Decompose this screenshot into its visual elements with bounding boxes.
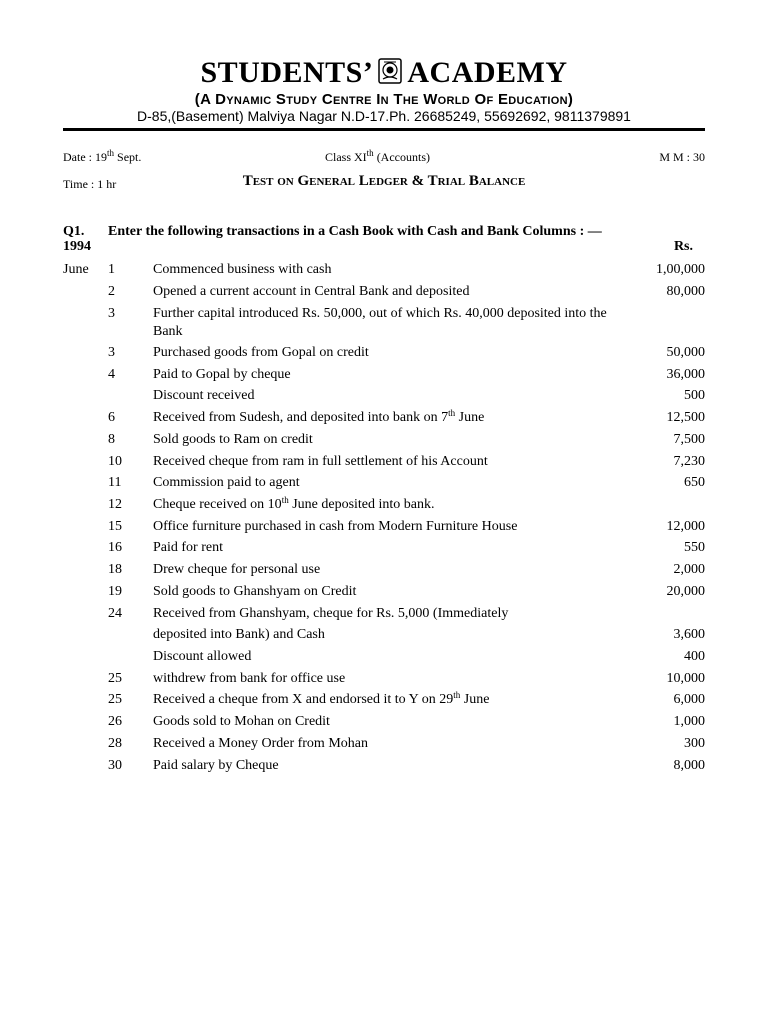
transaction-description <box>153 626 623 644</box>
transaction-amount: 80,000 <box>666 284 705 299</box>
transaction-description <box>153 409 623 427</box>
description-sup: th <box>448 408 456 418</box>
transaction-day: 4 <box>108 367 115 382</box>
transaction-day: 1 <box>108 262 115 277</box>
transaction-day: 24 <box>108 606 122 621</box>
description-tail: June <box>455 410 485 425</box>
subtitle: (A Dynamic Study Centre In The World Of Education) <box>194 91 574 108</box>
transaction-amount: 12,500 <box>666 410 705 425</box>
transaction-description <box>153 366 623 384</box>
transaction-day: 12 <box>108 497 122 512</box>
transaction-amount: 300 <box>684 736 705 751</box>
description-tail: June deposited into bank. <box>288 497 435 512</box>
description-text: Paid salary by Cheque <box>153 758 279 773</box>
transaction-month: June <box>63 262 89 277</box>
transaction-amount: 3,600 <box>673 627 705 642</box>
transaction-amount: 8,000 <box>673 758 705 773</box>
description-text: Discount allowed <box>153 649 252 664</box>
description-tail: June <box>460 692 490 707</box>
transaction-amount: 650 <box>684 475 705 490</box>
transaction-day: 6 <box>108 410 115 425</box>
description-text: Drew cheque for personal use <box>153 562 321 577</box>
title-left: STUDENTS’ <box>200 56 374 89</box>
description-text: Received a Money Order from Mohan <box>153 736 368 751</box>
transaction-amount: 36,000 <box>666 367 705 382</box>
description-text: Paid to Gopal by cheque <box>153 367 291 382</box>
description-text: Sold goods to Ghanshyam on Credit <box>153 584 357 599</box>
description-sup: th <box>281 495 289 505</box>
transaction-day: 25 <box>108 671 122 686</box>
transaction-day: 26 <box>108 714 122 729</box>
question-text: Enter the following transactions in a Cash Book with Cash and Bank Columns : — <box>108 224 602 239</box>
transaction-day: 2 <box>108 284 115 299</box>
transaction-description <box>153 583 623 601</box>
description-text: Paid for rent <box>153 540 223 555</box>
description-text: Sold goods to Ram on credit <box>153 432 313 447</box>
max-marks: M M : 30 <box>659 150 705 164</box>
description-sup: th <box>453 690 461 700</box>
description-text: Opened a current account in Central Bank and deposited <box>153 284 470 299</box>
description-text: Received a cheque from X and endorsed it to Y on 29 <box>153 692 454 707</box>
class-rest: (Accounts) <box>373 150 431 164</box>
description-text: Received from Sudesh, and deposited into bank on 7 <box>153 410 449 425</box>
transaction-description <box>153 561 623 579</box>
time-line: Time : 1 hr <box>63 177 117 191</box>
transaction-day: 28 <box>108 736 122 751</box>
transaction-description <box>153 496 623 514</box>
header-divider <box>63 128 705 131</box>
transaction-description <box>153 713 623 731</box>
description-text: Goods sold to Mohan on Credit <box>153 714 330 729</box>
transaction-day: 8 <box>108 432 115 447</box>
date-sup: th <box>107 148 115 158</box>
transaction-description <box>153 757 623 775</box>
transaction-amount: 1,00,000 <box>656 262 705 277</box>
transaction-amount: 1,000 <box>673 714 705 729</box>
year-label: 1994 <box>63 239 91 254</box>
transaction-day: 19 <box>108 584 122 599</box>
class-sup: th <box>366 148 374 158</box>
transaction-day: 16 <box>108 540 122 555</box>
transaction-day: 30 <box>108 758 122 773</box>
description-text: Office furniture purchased in cash from Modern Furniture House <box>153 519 518 534</box>
description-text: withdrew from bank for office use <box>153 671 346 686</box>
transaction-amount: 500 <box>684 388 705 403</box>
transaction-day: 10 <box>108 454 122 469</box>
description-text: Discount received <box>153 388 255 403</box>
title-right: ACADEMY <box>407 56 568 89</box>
transaction-day: 18 <box>108 562 122 577</box>
transaction-amount: 10,000 <box>666 671 705 686</box>
amount-header: Rs. <box>673 239 693 254</box>
transaction-amount: 550 <box>684 540 705 555</box>
transaction-amount: 7,230 <box>673 454 705 469</box>
description-text: Received from Ghanshyam, cheque for Rs. 5,000 (Immediately <box>153 606 509 621</box>
description-text: Purchased goods from Gopal on credit <box>153 345 369 360</box>
transaction-description <box>153 735 623 753</box>
transaction-day: 3 <box>108 345 115 360</box>
class-line <box>325 150 430 165</box>
transaction-description <box>153 648 623 666</box>
description-text: Received cheque from ram in full settlement of his Account <box>153 454 488 469</box>
transaction-description <box>153 670 623 688</box>
transaction-description <box>153 605 623 623</box>
transaction-description <box>153 305 623 341</box>
transaction-description <box>153 283 623 301</box>
test-title: Test on General Ledger & Trial Balance <box>242 173 526 189</box>
academy-crest-icon <box>378 58 402 84</box>
description-text: Commenced business with cash <box>153 262 332 277</box>
transaction-day: 25 <box>108 692 122 707</box>
transaction-amount: 7,500 <box>673 432 705 447</box>
transaction-amount: 400 <box>684 649 705 664</box>
transaction-amount: 20,000 <box>666 584 705 599</box>
transaction-day: 11 <box>108 475 122 490</box>
transaction-description <box>153 474 623 492</box>
date-label: Date : 19 <box>63 150 107 164</box>
transaction-amount: 50,000 <box>666 345 705 360</box>
transaction-day: 15 <box>108 519 122 534</box>
date-rest: Sept. <box>114 150 142 164</box>
question-number: Q1. <box>63 224 85 239</box>
transaction-description <box>153 387 623 405</box>
description-text: deposited into Bank) and Cash <box>153 627 325 642</box>
description-text: Further capital introduced Rs. 50,000, out of which Rs. 40,000 deposited into the Bank <box>153 306 607 339</box>
transaction-description <box>153 539 623 557</box>
transaction-description <box>153 261 623 279</box>
transaction-description <box>153 431 623 449</box>
transaction-amount: 2,000 <box>673 562 705 577</box>
description-text: Commission paid to agent <box>153 475 300 490</box>
academy-title <box>0 56 768 90</box>
transaction-day: 3 <box>108 306 115 321</box>
transaction-description <box>153 691 623 709</box>
transaction-description <box>153 518 623 536</box>
address-line: D-85,(Basement) Malviya Nagar N.D-17.Ph. 26685249, 55692692, 9811379891 <box>137 108 631 124</box>
transaction-amount: 6,000 <box>673 692 705 707</box>
transaction-amount: 12,000 <box>666 519 705 534</box>
date-line <box>63 150 141 165</box>
class-label: Class XI <box>325 150 367 164</box>
description-text: Cheque received on 10 <box>153 497 282 512</box>
transaction-description <box>153 453 623 471</box>
transaction-description <box>153 344 623 362</box>
